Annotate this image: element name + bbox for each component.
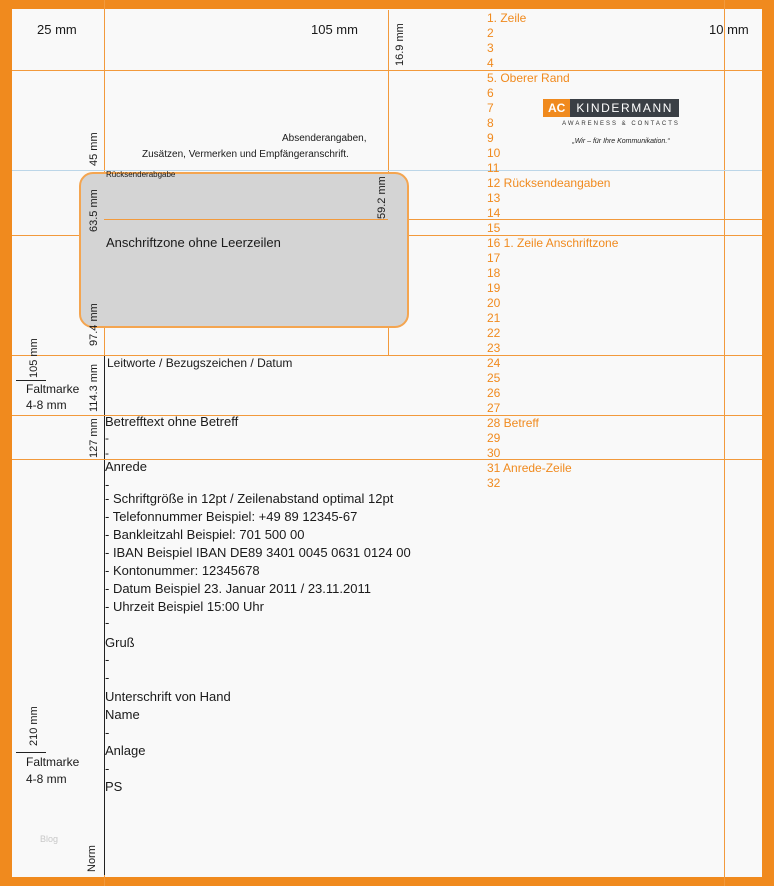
left-margin-label: 25 mm [37,22,77,37]
logo-ac: AC [543,99,570,117]
line-number: 10 [487,146,501,160]
body-item-6: - Datum Beispiel 23. Januar 2011 / 23.11.2011 [105,581,371,596]
body-dash-1: - [105,477,110,492]
line-number: 24 [487,356,501,370]
body-dash-5: - [105,725,110,740]
signature: Unterschrift von Hand [105,689,231,704]
m63-label: 63.5 mm [88,189,100,232]
line-number: 19 [487,281,501,295]
fold-mark-2-label: Faltmarke [26,755,80,769]
line-number: 21 [487,311,501,325]
text-width-label: 105 mm [311,22,358,37]
greeting: Gruß [105,635,135,650]
sender-info-line1: Absenderangaben, [282,133,367,144]
right-margin-line [724,0,725,886]
fold-mark-1 [16,380,46,381]
name: Name [105,707,140,722]
logo-slogan: „Wir – für Ihre Kommunikation.“ [572,138,670,145]
line-number: 1. Zeile [487,11,527,25]
fold-mark-1-size: 4-8 mm [26,398,67,412]
top-measure-label: 16.9 mm [394,23,406,66]
line-number: 30 [487,446,501,460]
ps: PS [105,779,123,794]
m105-label: 105 mm [28,338,40,378]
address-zone-label: Anschriftzone ohne Leerzeilen [106,235,281,250]
subject-dash-1: - [105,431,109,445]
line-number: 32 [487,476,501,490]
line-number: 2 [487,26,494,40]
m114-label: 114.3 mm [88,363,100,412]
norm-label: Norm [86,845,98,872]
watermark: Blog [40,834,59,844]
m127-label: 127 mm [88,418,100,458]
reference-label: Leitworte / Bezugszeichen / Datum [107,356,293,370]
m210-label: 210 mm [28,706,40,746]
fold-mark-1-label: Faltmarke [26,382,80,396]
line-number: 22 [487,326,501,340]
body-dash-2: - [105,615,110,630]
body-item-5: - Kontonummer: 12345678 [105,563,260,578]
line-number: 14 [487,206,501,220]
line-number: 12 Rücksendeangaben [487,176,611,190]
line-number: 20 [487,296,501,310]
right-margin-label: 10 mm [709,22,749,37]
line-number: 8 [487,116,494,130]
body-item-1: - Schriftgröße in 12pt / Zeilenabstand optimal 12pt [105,491,394,506]
line-number: 23 [487,341,501,355]
line-number: 26 [487,386,501,400]
line-number: 7 [487,101,494,115]
line-number: 4 [487,56,494,70]
company-logo [543,99,703,151]
line-number: 28 Betreff [487,416,539,430]
line-number: 16 1. Zeile Anschriftzone [487,236,619,250]
m45-label: 45 mm [88,132,100,166]
address-box [79,172,409,328]
body-dash-3: - [105,652,110,667]
m97-label: 97.4 mm [88,303,100,346]
line-number: 3 [487,41,494,55]
body-item-4: - IBAN Beispiel IBAN DE89 3401 0045 0631 0124 00 [105,545,411,560]
line-number: 5. Oberer Rand [487,71,570,85]
line-number: 13 [487,191,501,205]
line-number: 29 [487,431,501,445]
top-margin-line [12,70,762,71]
logo-subtitle: AWARENESS & CONTACTS [562,121,680,127]
line-number: 18 [487,266,501,280]
enclosure: Anlage [105,743,146,758]
body-item-7: - Uhrzeit Beispiel 15:00 Uhr [105,599,264,614]
body-dash-6: - [105,761,110,776]
fold-mark-2 [16,752,46,753]
line-number: 15 [487,221,501,235]
body-dash-4: - [105,670,110,685]
line-number: 11 [487,161,500,175]
body-item-3: - Bankleitzahl Beispiel: 701 500 00 [105,527,305,542]
line-number: 25 [487,371,501,385]
line-number: 17 [487,251,501,265]
line-number: 9 [487,131,494,145]
body-item-2: - Telefonnummer Beispiel: +49 89 12345-67 [105,509,358,524]
address-box-divider [104,219,388,220]
m59-label: 59.2 mm [376,176,388,219]
subject-dash-2: - [105,446,109,460]
fold-mark-2-size: 4-8 mm [26,772,67,786]
subject-label: Betrefftext ohne Betreff [105,414,239,429]
sender-info-line2: Zusätzen, Vermerken und Empfängeranschrift. [142,149,349,160]
line-number: 6 [487,86,494,100]
logo-name: KINDERMANN [570,99,679,117]
return-address-label: Rücksenderabgabe [106,170,176,179]
line-number: 27 [487,401,501,415]
salutation: Anrede [105,459,147,474]
line-number: 31 Anrede-Zeile [487,461,572,475]
